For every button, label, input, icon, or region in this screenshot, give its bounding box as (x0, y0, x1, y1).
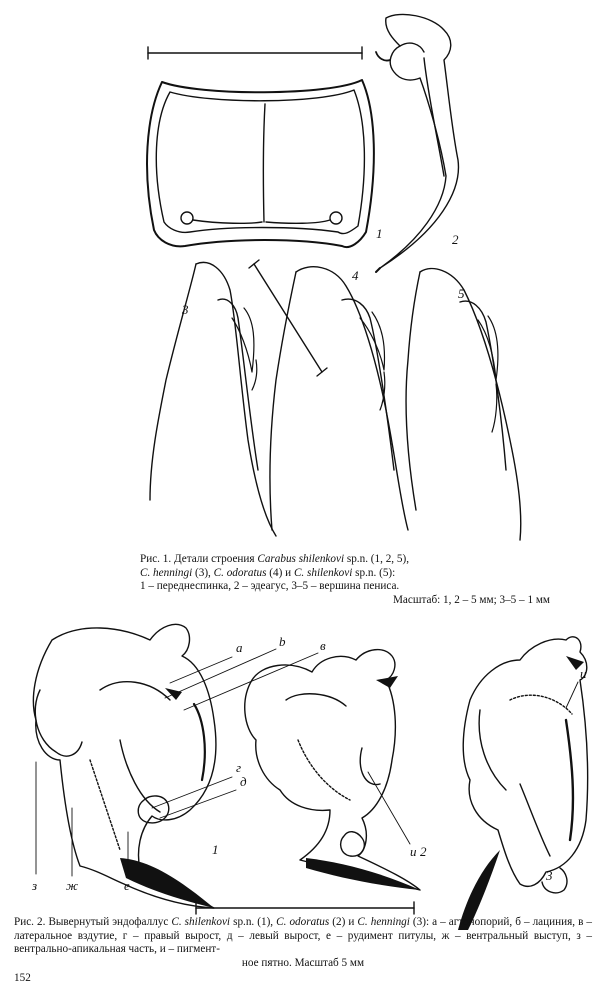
label-3: 3 (182, 302, 189, 317)
endophallus-1 (33, 624, 216, 908)
label-i-2: и (410, 844, 417, 859)
endophallus-3 (458, 637, 588, 930)
aedeagus-drawing (376, 14, 458, 272)
label-1: 1 (376, 226, 383, 241)
penis-apex-4 (270, 267, 408, 530)
label-g: г (236, 760, 242, 775)
label-d: д (240, 774, 247, 789)
label-fig2-3: 3 (546, 868, 553, 883)
label-4: 4 (352, 268, 359, 283)
label-2: 2 (452, 232, 459, 247)
label-v: в (320, 638, 326, 653)
pronotum-drawing (147, 80, 374, 247)
label-b: b (279, 634, 286, 649)
page-number: 152 (14, 972, 31, 984)
scale-bar-2 (254, 264, 322, 372)
penis-apex-3 (150, 262, 276, 536)
label-fig2-2: 2 (420, 844, 427, 859)
figure-1-caption: Рис. 1. Детали строения Carabus shilenkovi sp.n. (1, 2, 5), C. henningi (3), C. odoratus (4) и C. shilenkovi sp.n. (5): 1 – переднеспинка, 2 – эдеагус, 3–5 – вершина пениса. Масштаб: 1, 2 – 5 мм; 3–5 – 1 мм (140, 553, 550, 606)
label-zh: ж (66, 878, 79, 893)
label-a: а (236, 640, 243, 655)
endophallus-2 (245, 650, 420, 890)
penis-apex-5 (406, 269, 521, 540)
label-z: з (32, 878, 38, 893)
figure-2-caption: Рис. 2. Вывернутый эндофаллус C. shilenkovi sp.n. (1), C. odoratus (2) и C. henningi (3): а – агтонопорий, б – лациния, в – латеральное вздутие, г – правый вырост, д – левый вырост, е – рудимент питулы, ж – вентральный выступ, з – вентрально-апикальная часть, и – пигмент- ное пятно. Масштаб 5 мм (14, 916, 592, 969)
label-e: е (124, 878, 130, 893)
label-fig2-1: 1 (212, 842, 219, 857)
label-5: 5 (458, 286, 465, 301)
label-i-3: и (580, 666, 587, 681)
